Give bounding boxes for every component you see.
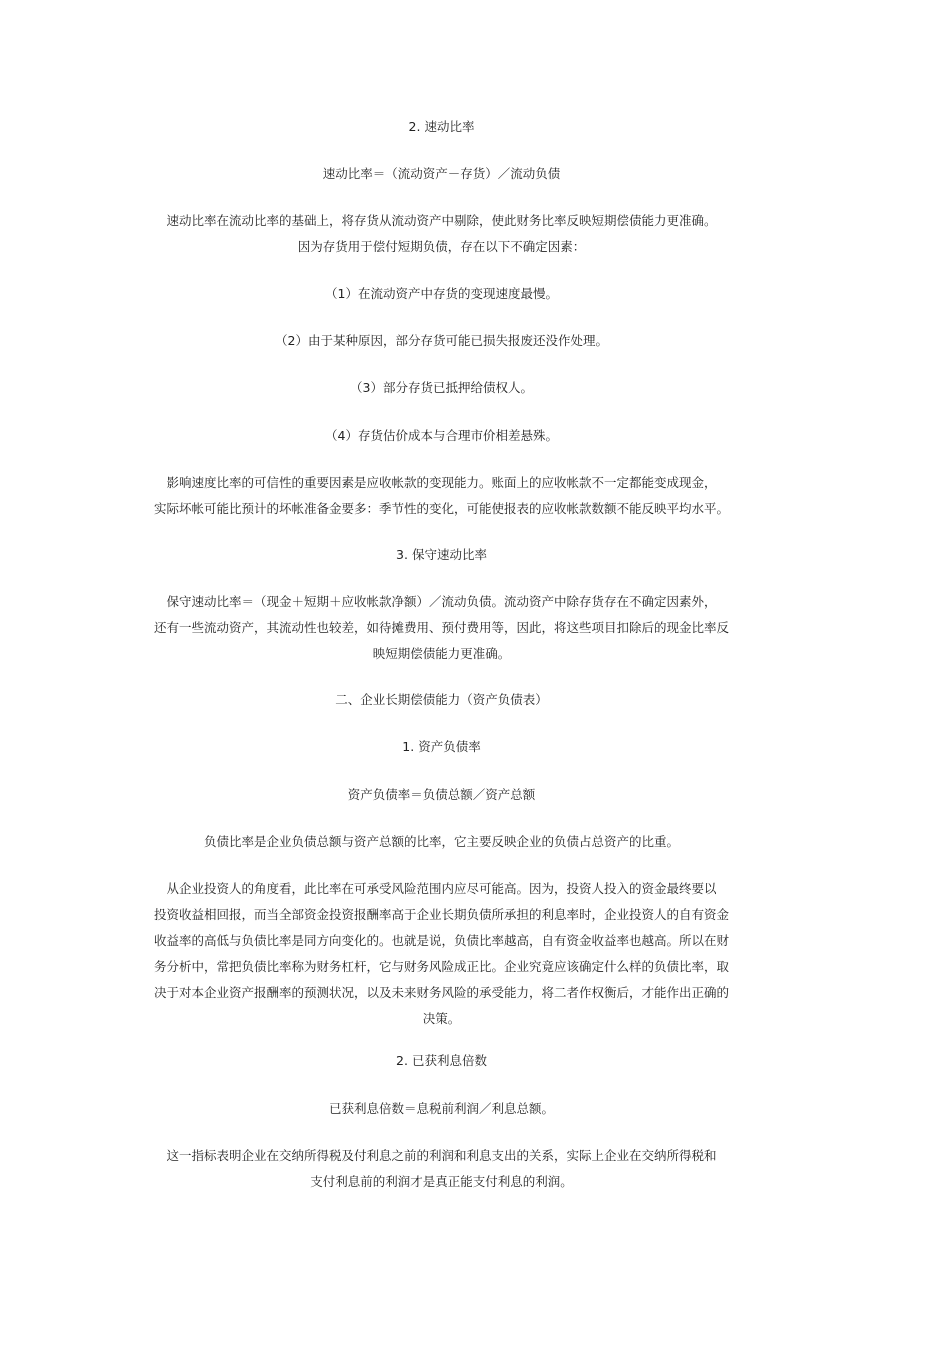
text-block-h-conservative xyxy=(143,542,740,568)
text-line: 实际坏帐可能比预计的坏帐准备金要多：季节性的变化，可能使报表的应收帐款数额不能反映平均水平。 xyxy=(153,501,729,516)
text-line: 决于对本企业资产报酬率的预测状况，以及未来财务风险的承受能力，将二者作权衡后，才能作出正确的 xyxy=(153,985,729,1000)
text-line: 支付利息前的利润才是真正能支付利息的利润。 xyxy=(310,1174,573,1189)
text-block-li-3 xyxy=(143,375,740,401)
text-line: 这一指标表明企业在交纳所得税及付利息之前的利润和利息支出的关系，实际上企业在交纳所得税和 xyxy=(166,1148,717,1163)
text-block-p-investor xyxy=(143,876,740,1032)
text-block-p-interest xyxy=(143,1143,740,1195)
text-line: 还有一些流动资产，其流动性也较差，如待摊费用、预付费用等，因此，将这些项目扣除后的现金比率反 xyxy=(153,620,729,635)
text-line: 速动比率＝（流动资产－存货）／流动负债 xyxy=(322,166,561,181)
text-block-p-receivables xyxy=(143,470,740,522)
text-block-f-interest xyxy=(143,1096,740,1122)
text-block-f-debt-ratio xyxy=(143,782,740,808)
text-block-p-conservative xyxy=(143,589,740,667)
text-block-li-1 xyxy=(143,281,740,307)
text-line: 速动比率在流动比率的基础上，将存货从流动资产中剔除，使此财务比率反映短期偿债能力更准确。 xyxy=(166,213,717,228)
text-line: （2）由于某种原因，部分存货可能已损失报废还没作处理。 xyxy=(275,333,608,348)
text-block-h-quick-ratio xyxy=(143,114,740,140)
text-block-h-debt-ratio xyxy=(143,734,740,760)
text-line: 3. 保守速动比率 xyxy=(396,547,487,562)
text-block-h-section-2 xyxy=(143,687,740,713)
text-line: 资产负债率＝负债总额／资产总额 xyxy=(347,787,536,802)
text-block-f-quick-ratio xyxy=(143,161,740,187)
text-block-li-2 xyxy=(143,328,740,354)
text-line: 决策。 xyxy=(422,1011,461,1026)
text-line: 二、企业长期偿债能力（资产负债表） xyxy=(335,692,548,707)
text-line: 收益率的高低与负债比率是同方向变化的。也就是说，负债比率越高，自有资金收益率也越高。所以在财 xyxy=(153,933,729,948)
text-block-h-interest xyxy=(143,1048,740,1074)
text-line: （4）存货估价成本与合理市价相差悬殊。 xyxy=(325,428,558,443)
text-line: 因为存货用于偿付短期负债，存在以下不确定因素： xyxy=(297,239,586,254)
text-line: 映短期偿债能力更准确。 xyxy=(372,646,511,661)
text-line: 已获利息倍数＝息税前利润／利息总额。 xyxy=(328,1101,554,1116)
text-line: （3）部分存货已抵押给债权人。 xyxy=(350,380,533,395)
text-line: 2. 速动比率 xyxy=(408,119,475,134)
text-block-p-quick-ratio-intro xyxy=(143,208,740,260)
text-line: 投资收益相回报，而当全部资金投资报酬率高于企业长期负债所承担的利息率时，企业投资人的自有资金 xyxy=(153,907,729,922)
text-line: 保守速动比率＝（现金＋短期＋应收帐款净额）／流动负债。流动资产中除存货存在不确定因素外， xyxy=(166,594,717,609)
text-line: 务分析中，常把负债比率称为财务杠杆，它与财务风险成正比。企业究竟应该确定什么样的负债比率，取 xyxy=(153,959,729,974)
text-line: 负债比率是企业负债总额与资产总额的比率，它主要反映企业的负债占总资产的比重。 xyxy=(203,834,679,849)
text-line: （1）在流动资产中存货的变现速度最慢。 xyxy=(325,286,558,301)
text-line: 从企业投资人的角度看，此比率在可承受风险范围内应尽可能高。因为，投资人投入的资金最终要以 xyxy=(166,881,717,896)
text-block-li-4 xyxy=(143,423,740,449)
text-line: 1. 资产负债率 xyxy=(402,739,481,754)
text-line: 2. 已获利息倍数 xyxy=(396,1053,487,1068)
text-line: 影响速度比率的可信性的重要因素是应收帐款的变现能力。账面上的应收帐款不一定都能变成现金， xyxy=(166,475,717,490)
text-block-p-debt-ratio xyxy=(143,829,740,855)
